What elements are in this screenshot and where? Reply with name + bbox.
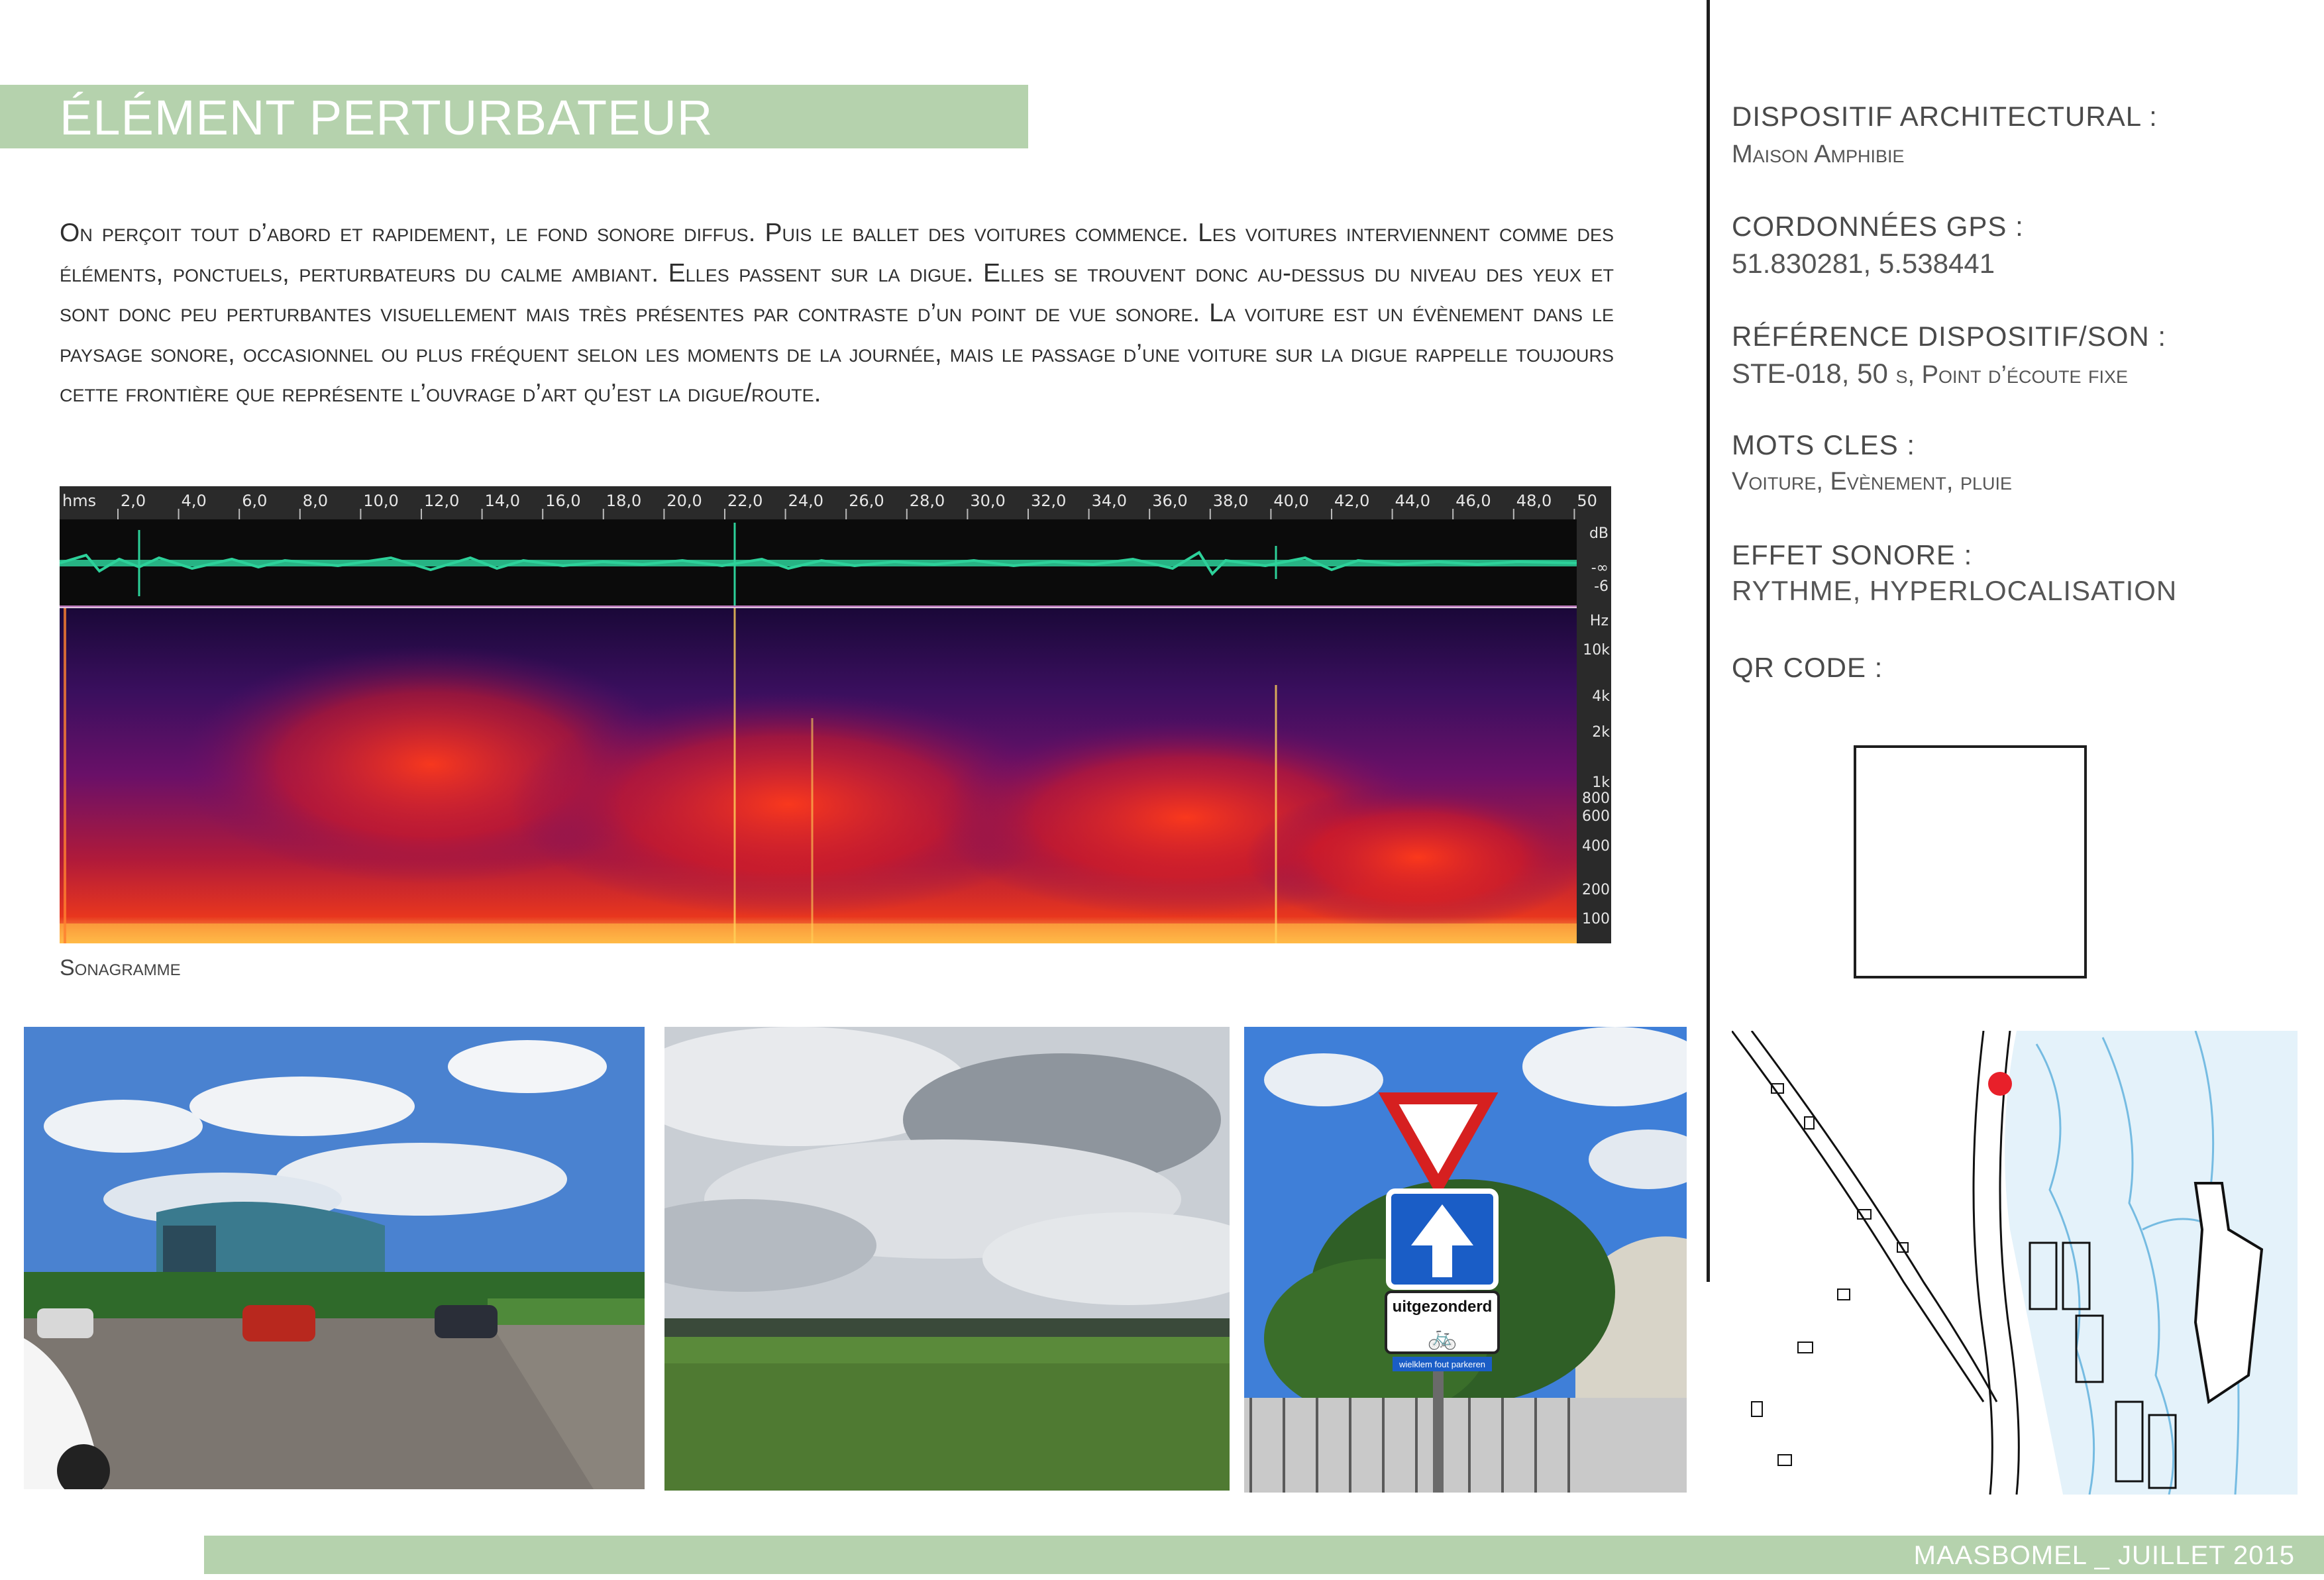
time-tick-label: 36,0: [1152, 492, 1188, 510]
frequency-tick-label: 4k: [1592, 688, 1610, 705]
location-map: [1732, 1031, 2298, 1495]
frequency-tick-label: 100: [1582, 911, 1610, 927]
location-marker-icon: [1988, 1072, 2012, 1096]
time-tick-label: 30,0: [970, 492, 1006, 510]
time-tick-label: 40,0: [1273, 492, 1309, 510]
time-tick-label: 34,0: [1091, 492, 1128, 510]
dispositif-value: Maison Amphibie: [1732, 140, 1905, 168]
reference-value: [1732, 358, 2128, 390]
frequency-tick-label: 600: [1582, 808, 1610, 825]
time-tick-label: 12,0: [424, 492, 460, 510]
time-tick-label: 28,0: [909, 492, 945, 510]
time-tick-label: 2,0: [121, 492, 146, 510]
frequency-tick-label: 400: [1582, 838, 1610, 855]
time-tick-label: 46,0: [1455, 492, 1491, 510]
gps-label: CORDONNÉES GPS :: [1732, 211, 2024, 242]
time-tick-label: 4,0: [181, 492, 207, 510]
time-tick-label: 26,0: [849, 492, 884, 510]
time-tick-label: 10,0: [363, 492, 399, 510]
time-tick-label: 18,0: [606, 492, 642, 510]
time-tick-label: 42,0: [1334, 492, 1370, 510]
sign-text: uitgezonderd: [1392, 1298, 1493, 1316]
time-tick-label: 16,0: [545, 492, 581, 510]
gps-value: 51.830281, 5.538441: [1732, 248, 1995, 279]
description-paragraph: On perçoit tout d’abord et rapidement, le fond sonore diffus. Puis le ballet des voitures commence. Les voitures interviennent comme des éléments, ponctuels, perturbateurs du calme ambiant. Elles passent sur la digue. Elles se trouvent donc au-dessus du niveau des yeux et sont donc peu perturbantes visuellement mais très présentes par contraste d’un point de vue sonore. La voiture est un évènement dans le paysage sonore, occasionnel ou plus fréquent selon les moments de la journée, mais le passage d’une voiture sur la digue rappelle toujours cette frontière que représente l’ouvrage d’art qu’est la digue/route.: [60, 219, 1614, 407]
sign-small-text: wielklem fout parkeren: [1399, 1359, 1486, 1369]
time-unit-label: hms: [62, 492, 97, 510]
frequency-tick-label: 2k: [1592, 724, 1610, 741]
photo-road-sign: [1244, 1027, 1687, 1493]
time-tick-label: 14,0: [484, 492, 521, 510]
page-title: ÉLÉMENT PERTURBATEUR: [60, 90, 713, 145]
time-tick-label: 20,0: [666, 492, 702, 510]
frequency-tick-label: 200: [1582, 882, 1610, 898]
time-tick-label: 24,0: [788, 492, 824, 510]
reference-value-main: STE-018, 50: [1732, 358, 1888, 389]
time-tick-label: 50: [1577, 492, 1597, 510]
sonagram-caption: Sonagramme: [60, 955, 181, 980]
time-tick-label: 48,0: [1516, 492, 1552, 510]
time-tick-label: 8,0: [302, 492, 328, 510]
dispositif-label: DISPOSITIF ARCHITECTURAL :: [1732, 101, 2158, 132]
photo-cloudy-field: [664, 1027, 1230, 1491]
time-tick-label: 32,0: [1031, 492, 1067, 510]
hz-unit-label: Hz: [1589, 613, 1609, 629]
keywords-label: MOTS CLES :: [1732, 429, 1916, 460]
sonagram-image: [60, 486, 1611, 943]
db-tick-label: -∞: [1591, 560, 1609, 576]
frequency-tick-label: 10k: [1583, 642, 1610, 658]
keywords-value: Voiture, Evènement, pluie: [1732, 468, 2012, 496]
db-tick-label: -6: [1594, 578, 1609, 595]
time-tick-label: 44,0: [1395, 492, 1431, 510]
time-tick-label: 38,0: [1212, 492, 1249, 510]
time-tick-label: 6,0: [242, 492, 268, 510]
reference-label: RÉFÉRENCE DISPOSITIF/SON :: [1732, 321, 2167, 352]
frequency-tick-label: 800: [1582, 790, 1610, 807]
sound-effect-value: RYTHME, HYPERLOCALISATION: [1732, 575, 2178, 606]
footer-text: MAASBOMEL _ JUILLET 2015: [1913, 1541, 2295, 1570]
column-divider: [1707, 0, 1710, 1282]
time-tick-label: 22,0: [727, 492, 763, 510]
qr-code-label: QR CODE :: [1732, 652, 1883, 683]
sound-effect-label: EFFET SONORE :: [1732, 539, 1973, 570]
time-ruler: [60, 486, 1611, 519]
reference-value-detail: s, Point d’écoute fixe: [1895, 361, 2129, 389]
photo-parking-building: [24, 1027, 645, 1489]
frequency-tick-label: 1k: [1592, 774, 1610, 791]
db-unit-label: dB: [1589, 525, 1609, 542]
svg-text:🚲: 🚲: [1427, 1324, 1457, 1351]
qr-code-placeholder: [1854, 745, 2087, 978]
